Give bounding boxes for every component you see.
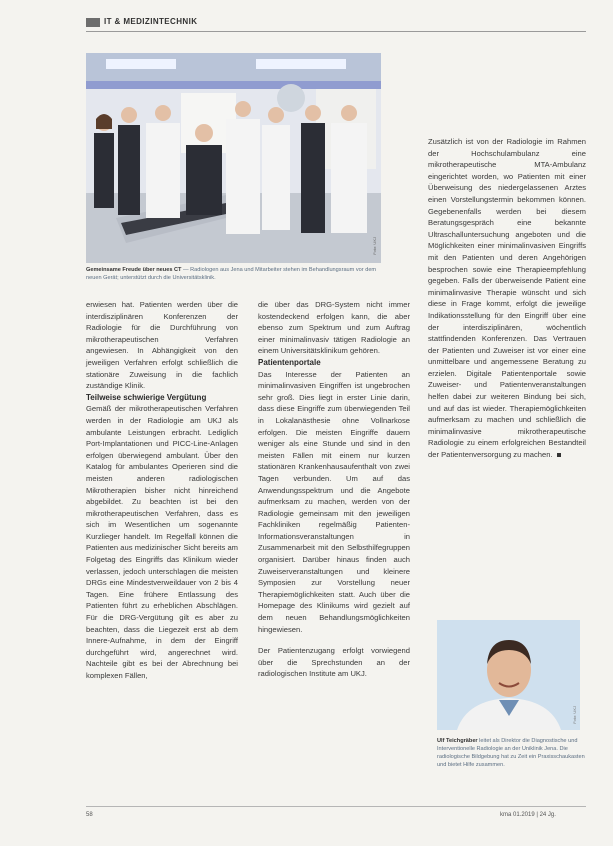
text-column-2: [258, 299, 410, 680]
photo-credit: Foto: UKJ: [372, 237, 377, 255]
section-title: IT & MEDIZINTECHNIK: [104, 17, 198, 26]
portrait-caption-text: leitet als Direktor die Diagnostische und Interventionelle Radiologie an der Uniklinik Jena. Die radiologische Bildgebung hat zu Zeit ein Praxisschaukasten und bietet Hilfe zusammen.: [437, 738, 585, 768]
group-photo-illustration: [86, 53, 381, 263]
paragraph-text: Zusätzlich ist von der Radiologie im Rahmen der Hochschulambulanz eine mikrotherapeutische MTA-Ambulanz eingerichtet worden, wo Patienten mit einer Überweisung des niedergelassenen Arztes einen Vorstellungstermin bekommen können. Gegebenenfalls werden bei diesem Beratungsgespräch eine bekannte Ultraschalluntersuchung angeboten und die Möglichkeiten einer minimalinvasiven Eingriffs mit den Patienten und deren Angehörigen besprochen sowie eine Therapieempfehlung gegeben. Falls der überweisende Patient eine minimalinvasive Therapie wünscht und sich diese in Frage kommt, erfolgt die jeweilige Indikationsstellung für den Eingriff über eine der interdisziplinären, wöchentlich stattfindenden Konferenzen. Das Vertrauen der Patienten und Zuweiser ist vor einer eine unmittelbare und angemessene Beratung zu erzielen. Digitale Patientenportale sowie Zuweiser- und Patientenveranstaltungen helfen dabei zur weiteren Bindung bei sich, und auf das ist wieder. Therapiemöglichkeiten aufmerksam zu machen und schließlich die minimalinvasive mikrotherapeutische Radiologie zu einem erfolgreichen Bestandteil der Patientenversorgung zu machen.: [428, 137, 586, 460]
author-portrait-illustration: [437, 620, 580, 730]
section-marker: [86, 18, 100, 27]
paragraph: [428, 136, 586, 461]
footer-rule: [86, 806, 586, 807]
subheading: Teilweise schwierige Vergütung: [86, 392, 207, 402]
header-rule: [86, 31, 586, 32]
page-number: 58: [86, 812, 93, 818]
paragraph: Gemäß der mikrotherapeutischen Verfahren werden in der Radiologie am UKJ als ambulante Leistungen erbracht. Lediglich Port-Implantationen und PICC-Line-Anlagen erfolgen überwiegend ambulant. Über den Katalog für ambulantes Operieren sind die meisten anderen radiologischen Mikrotherapien bisher nicht hinreichend abgebildet. Zu beachten ist bei den mikrotherapeutischen Verfahren, dass es sich im Wesentlichen um sogenannte Kurzlieger handelt. Im Regelfall können die Patienten aus medizinischer Sicht bereits am Folgetag des Eingriffs das Klinikum wieder verlassen, jedoch unterschlagen die meisten DRGs eine Mindestverweildauer von 2 bis 4 Tagen. Eine frühere Entlassung des Patienten führt zu erheblichen Abschlägen. Für die DRG-Vergütung gilt es aber zu beachten, dass die Liegezeit erst ab dem Innere-Aufnahme, in dem der Eingriff durchgeführt wird, angerechnet wird. Nachteile gibt es bei der Abrechnung bei komplexen Fällen,: [86, 404, 238, 680]
photo-caption-lead: Gemeinsame Freude über neues CT: [86, 267, 182, 273]
text-column-3: [428, 136, 586, 461]
portrait-caption: [437, 737, 587, 769]
photo-caption-text: — Radiologen aus Jena und Mitarbeiter stehen im Behandlungsraum vor dem neuen Gerät; unterstützt durch die Universitätsklinik.: [86, 267, 377, 281]
paragraph: Der Patientenzugang erfolgt vorwiegend über die Sprechstunden an der radiologischen Institute am UKJ.: [258, 646, 410, 679]
group-photo: [86, 53, 381, 263]
author-portrait: [437, 620, 580, 730]
issue-info: kma 01.2019 | 24 Jg.: [500, 812, 556, 818]
paragraph: Das Interesse der Patienten an minimalinvasiven Eingriffen ist ungebrochen sehr groß. Dies liegt in erster Linie darin, dass diese Eingriffe zum überwiegenden Teil in Lokalanästhesie ohne Vollnarkose erfolgen. Die meisten Eingriffe dauern weniger als eine Stunde und sind in den meisten Fällen mit einem nur kurzen stationären Krankenhausaufenthalt von zwei Tagen verbunden. Um auf das Anwendungsspektrum und die Angebote aufmerksam zu machen, werden von der Radiologie gemeinsam mit den jeweiligen Fachkliniken regelmäßig Patienten-Informationsveranstaltungen in Zusammenarbeit mit den Selbsthilfegruppen organisiert. Darüber hinaus finden auch Zuweiserveranstaltungen und kleinere Symposien zur Vorstellung neuer Therapiemöglichkeiten statt. Auch über die Homepage des Klinikums wird gezielt auf dem neuen Behandlungsmöglichkeiten hingewiesen.: [258, 369, 410, 634]
portrait-caption-lead: Ulf Teichgräber: [437, 738, 478, 744]
end-of-article-mark: [557, 453, 561, 457]
portrait-credit: Foto: UKJ: [572, 706, 577, 724]
subheading: Patientenportale: [258, 357, 321, 367]
text-column-1: [86, 299, 238, 682]
photo-caption: [86, 266, 381, 282]
paragraph: erwiesen hat. Patienten werden über die interdisziplinären Konferenzen der Radiologie für die Durchführung von mikrotherapeutischen Verfahren angewiesen. In Abhängigkeit von den jeweiligen Verfahren erfolgt schließlich die stationäre Zuweisung in die fachlich zuständige Klinik.: [86, 300, 238, 391]
paragraph: die über das DRG-System nicht immer kostendeckend erfolgen kann, die aber ebenso zum Spektrum und zum Auftrag einer minimalinvasiv tätigen Radiologie an einem Universitätsklinikum gehören.: [258, 300, 410, 356]
